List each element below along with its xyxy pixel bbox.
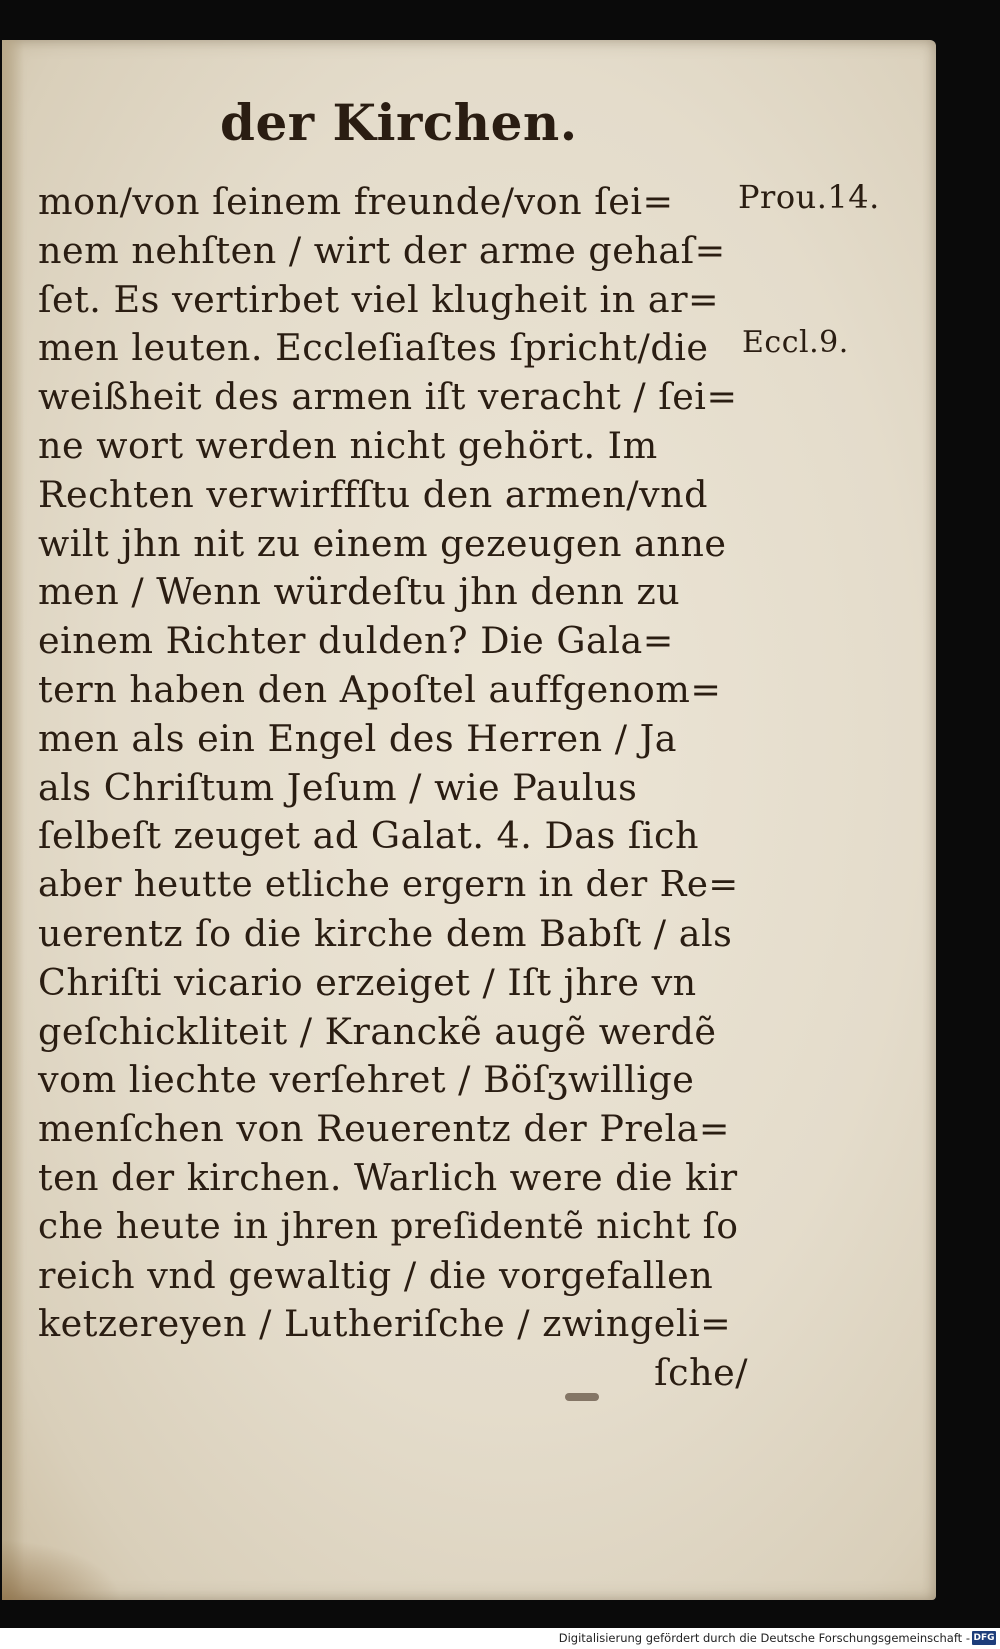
running-head: der Kirchen. bbox=[220, 93, 578, 152]
text-line: vom liechte verſehret / Böſʒwillige bbox=[38, 1058, 695, 1102]
text-line: che heute in jhren preſidentẽ nicht ſo bbox=[38, 1205, 739, 1247]
text-line: wilt jhn nit zu einem gezeugen anne bbox=[38, 521, 727, 565]
marginal-note-ecclesiastes: Eccl.9. bbox=[742, 325, 849, 360]
text-line: mon/von ſeinem freunde/von ſei= bbox=[38, 180, 674, 223]
text-line: men als ein Engel des Herren / Ja bbox=[38, 716, 677, 760]
page-gutter-shadow bbox=[2, 40, 24, 1600]
text-line: aber heutte etliche ergern in der Re= bbox=[38, 864, 739, 906]
text-line: als Chriſtum Jeſum / wie Paulus bbox=[38, 765, 638, 809]
catchword-line: ſche/ bbox=[654, 1351, 748, 1395]
ink-smudge bbox=[565, 1393, 599, 1401]
text-line: reich vnd gewaltig / die vorgefallen bbox=[38, 1253, 714, 1297]
text-line: ketzereyen / Lutheriſche / zwingeli= bbox=[38, 1302, 732, 1346]
text-line: ſet. Es vertirbet viel klugheit in ar= bbox=[38, 277, 720, 321]
text-line: tern haben den Apoſtel auffgenom= bbox=[38, 667, 722, 711]
text-line: ten der kirchen. Warlich were die kir bbox=[38, 1155, 738, 1199]
text-line: men leuten. Eccleſiaſtes ſpricht/die bbox=[38, 326, 709, 370]
marginal-note-proverbs: Prou.14. bbox=[738, 178, 880, 216]
text-line: nem nehſten / wirt der arme gehaſ= bbox=[38, 228, 726, 272]
funding-credit: Digitalisierung gefördert durch die Deutsche Forschungsgemeinschaft - bbox=[558, 1631, 970, 1645]
text-line: geſchickliteit / Kranckẽ augẽ werdẽ bbox=[38, 1009, 717, 1053]
text-line: uerentz ſo die kirche dem Babſt / als bbox=[38, 911, 733, 955]
text-line: Rechten verwirffſtu den armen/vnd bbox=[38, 472, 709, 516]
text-line: Chriſti vicario erzeiget / Iſt jhre vn bbox=[38, 960, 697, 1004]
text-line: ne wort werden nicht gehört. Im bbox=[38, 423, 658, 467]
text-line: ſelbeſt zeuget ad Galat. 4. Das ſich bbox=[38, 814, 699, 858]
text-line: einem Richter dulden? Die Gala= bbox=[38, 619, 674, 663]
text-line: menſchen von Reuerentz der Prela= bbox=[38, 1107, 730, 1151]
page-stain bbox=[2, 1540, 122, 1600]
text-line: weißheit des armen iſt veracht / ſei= bbox=[38, 375, 738, 419]
dfg-logo-icon: DFG bbox=[973, 1633, 995, 1643]
text-line: men / Wenn würdeſtu jhn denn zu bbox=[38, 570, 681, 614]
body-text bbox=[38, 178, 748, 1398]
footer-bar bbox=[0, 1628, 1000, 1649]
